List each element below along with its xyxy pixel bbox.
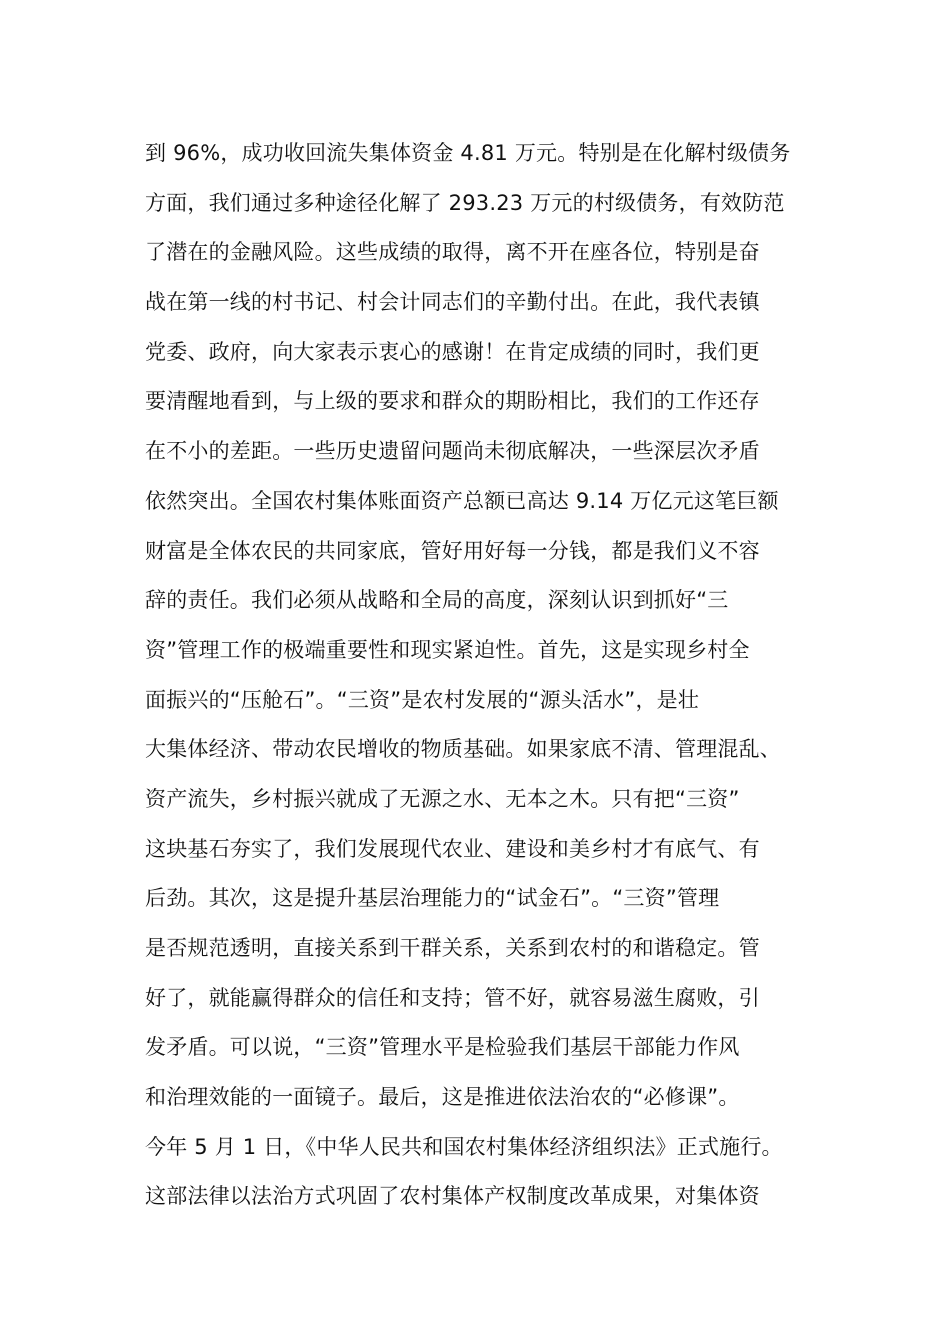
text-line: 发矛盾。可以说，“三资”管理水平是检验我们基层干部能力作风 xyxy=(145,1035,740,1060)
text-line: 大集体经济、带动农民增收的物质基础。如果家底不清、管理混乱、 xyxy=(145,737,781,762)
text-line: 资”管理工作的极端重要性和现实紧迫性。首先，这是实现乡村全 xyxy=(145,637,750,662)
text-line: 资产流失，乡村振兴就成了无源之水、无本之木。只有把“三资” xyxy=(145,786,740,811)
text-line: 要清醒地看到，与上级的要求和群众的期盼相比，我们的工作还存 xyxy=(145,389,760,414)
text-line: 后劲。其次，这是提升基层治理能力的“试金石”。“三资”管理 xyxy=(145,886,720,911)
text-line: 了潜在的金融风险。这些成绩的取得，离不开在座各位，特别是奋 xyxy=(145,240,760,265)
text-line: 党委、政府，向大家表示衷心的感谢！在肯定成绩的同时，我们更 xyxy=(145,339,760,364)
text-line: 到 96%，成功收回流失集体资金 4.81 万元。特别是在化解村级债务 xyxy=(145,141,791,165)
text-line: 这部法律以法治方式巩固了农村集体产权制度改革成果，对集体资 xyxy=(145,1184,760,1209)
text-line: 和治理效能的一面镜子。最后，这是推进依法治农的“必修课”。 xyxy=(145,1085,740,1110)
text-line: 是否规范透明，直接关系到干群关系，关系到农村的和谐稳定。管 xyxy=(145,936,760,960)
text-line: 战在第一线的村书记、村会计同志们的辛勤付出。在此，我代表镇 xyxy=(145,290,760,315)
text-line: 方面，我们通过多种途径化解了 293.23 万元的村级债务，有效防范 xyxy=(145,190,785,215)
text-line: 面振兴的“压舱石”。“三资”是农村发展的“源头活水”，是壮 xyxy=(145,687,700,712)
text-line: 这块基石夯实了，我们发展现代农业、建设和美乡村才有底气、有 xyxy=(145,836,760,861)
text-line: 今年 5 月 1 日，《中华人民共和国农村集体经济组织法》正式施行。 xyxy=(145,1134,783,1159)
body-text xyxy=(145,129,825,1222)
text-line: 辞的责任。我们必须从战略和全局的高度，深刻认识到抓好“三 xyxy=(145,588,729,613)
text-line: 好了，就能赢得群众的信任和支持；管不好，就容易滋生腐败，引 xyxy=(145,985,760,1010)
text-line: 依然突出。全国农村集体账面资产总额已高达 9.14 万亿元这笔巨额 xyxy=(145,488,779,513)
text-line: 财富是全体农民的共同家底，管好用好每一分钱，都是我们义不容 xyxy=(145,538,760,563)
text-line: 在不小的差距。一些历史遗留问题尚未彻底解决，一些深层次矛盾 xyxy=(145,439,760,464)
